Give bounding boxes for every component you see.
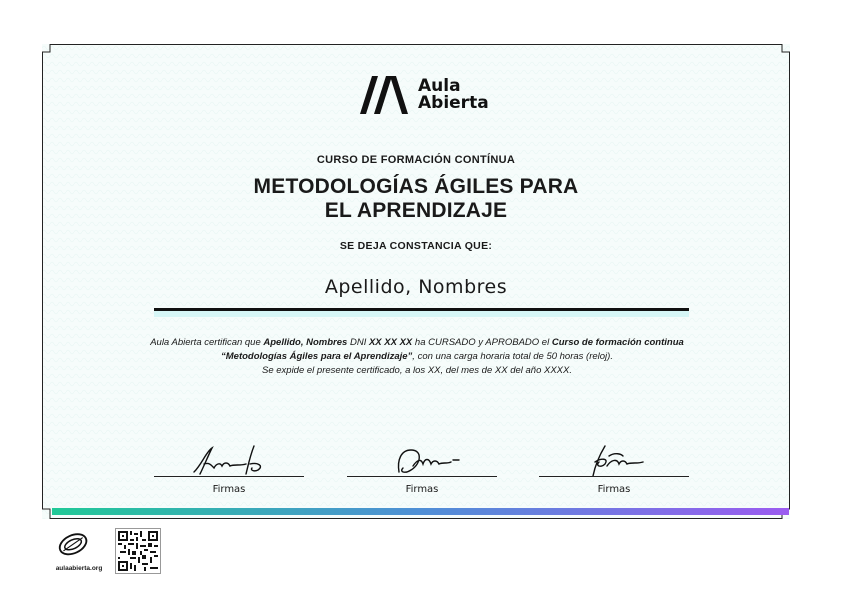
signature-block-3: [539, 442, 689, 500]
footer-brand: [48, 528, 110, 576]
body-course: Curso de formación continua “Metodologías Ágiles para el Aprendizaje”: [221, 337, 684, 362]
course-title-line2: EL APRENDIZAJE: [324, 199, 508, 222]
footer-url: aulaabierta.org: [55, 565, 103, 572]
body-text-3: ha CURSADO y APROBADO el: [412, 337, 552, 348]
signature-line-2: [347, 476, 497, 477]
course-title-line1: METODOLOGÍAS ÁGILES PARA: [253, 175, 579, 198]
signature-1-icon: [154, 442, 304, 478]
signature-2-icon: [347, 442, 497, 478]
signature-block-2: [347, 442, 497, 500]
signature-line-3: [539, 476, 689, 477]
brand-name-line2: Abierta: [418, 93, 489, 113]
certificate-body: [122, 336, 712, 378]
aula-abierta-logo-icon: [360, 74, 412, 116]
aula-abierta-seal-icon: [56, 528, 102, 562]
signature-label-3: Firmas: [597, 484, 631, 495]
course-type: CURSO DE FORMACIÓN CONTÍNUA: [316, 154, 516, 166]
signature-block-1: [154, 442, 304, 500]
name-underline-highlight: [154, 311, 689, 317]
body-text-2: DNI: [347, 337, 369, 348]
name-underline: [154, 308, 689, 311]
constancy-heading: SE DEJA CONSTANCIA QUE:: [339, 240, 493, 252]
body-dni: XX XX XX: [368, 337, 413, 348]
qr-code[interactable]: [115, 528, 161, 574]
signature-label-1: Firmas: [212, 484, 246, 495]
brand-name-line1: Aula: [418, 76, 461, 96]
course-title: [42, 175, 790, 223]
qr-code-icon: [116, 529, 160, 573]
signature-line-1: [154, 476, 304, 477]
body-issue-date: Se expide el presente certificado, a los XX, del mes de XX del año XXXX.: [262, 365, 572, 376]
body-text-4: , con una carga horaria total de 50 horas (reloj).: [412, 351, 613, 362]
certificate: [42, 44, 790, 519]
brand-logo: [360, 74, 489, 116]
body-name: Apellido, Nombres: [263, 337, 348, 348]
signature-3-icon: [539, 442, 689, 478]
body-text-1: Aula Abierta certifican que: [150, 337, 264, 348]
recipient-name: Apellido, Nombres: [324, 276, 508, 298]
signature-label-2: Firmas: [405, 484, 439, 495]
